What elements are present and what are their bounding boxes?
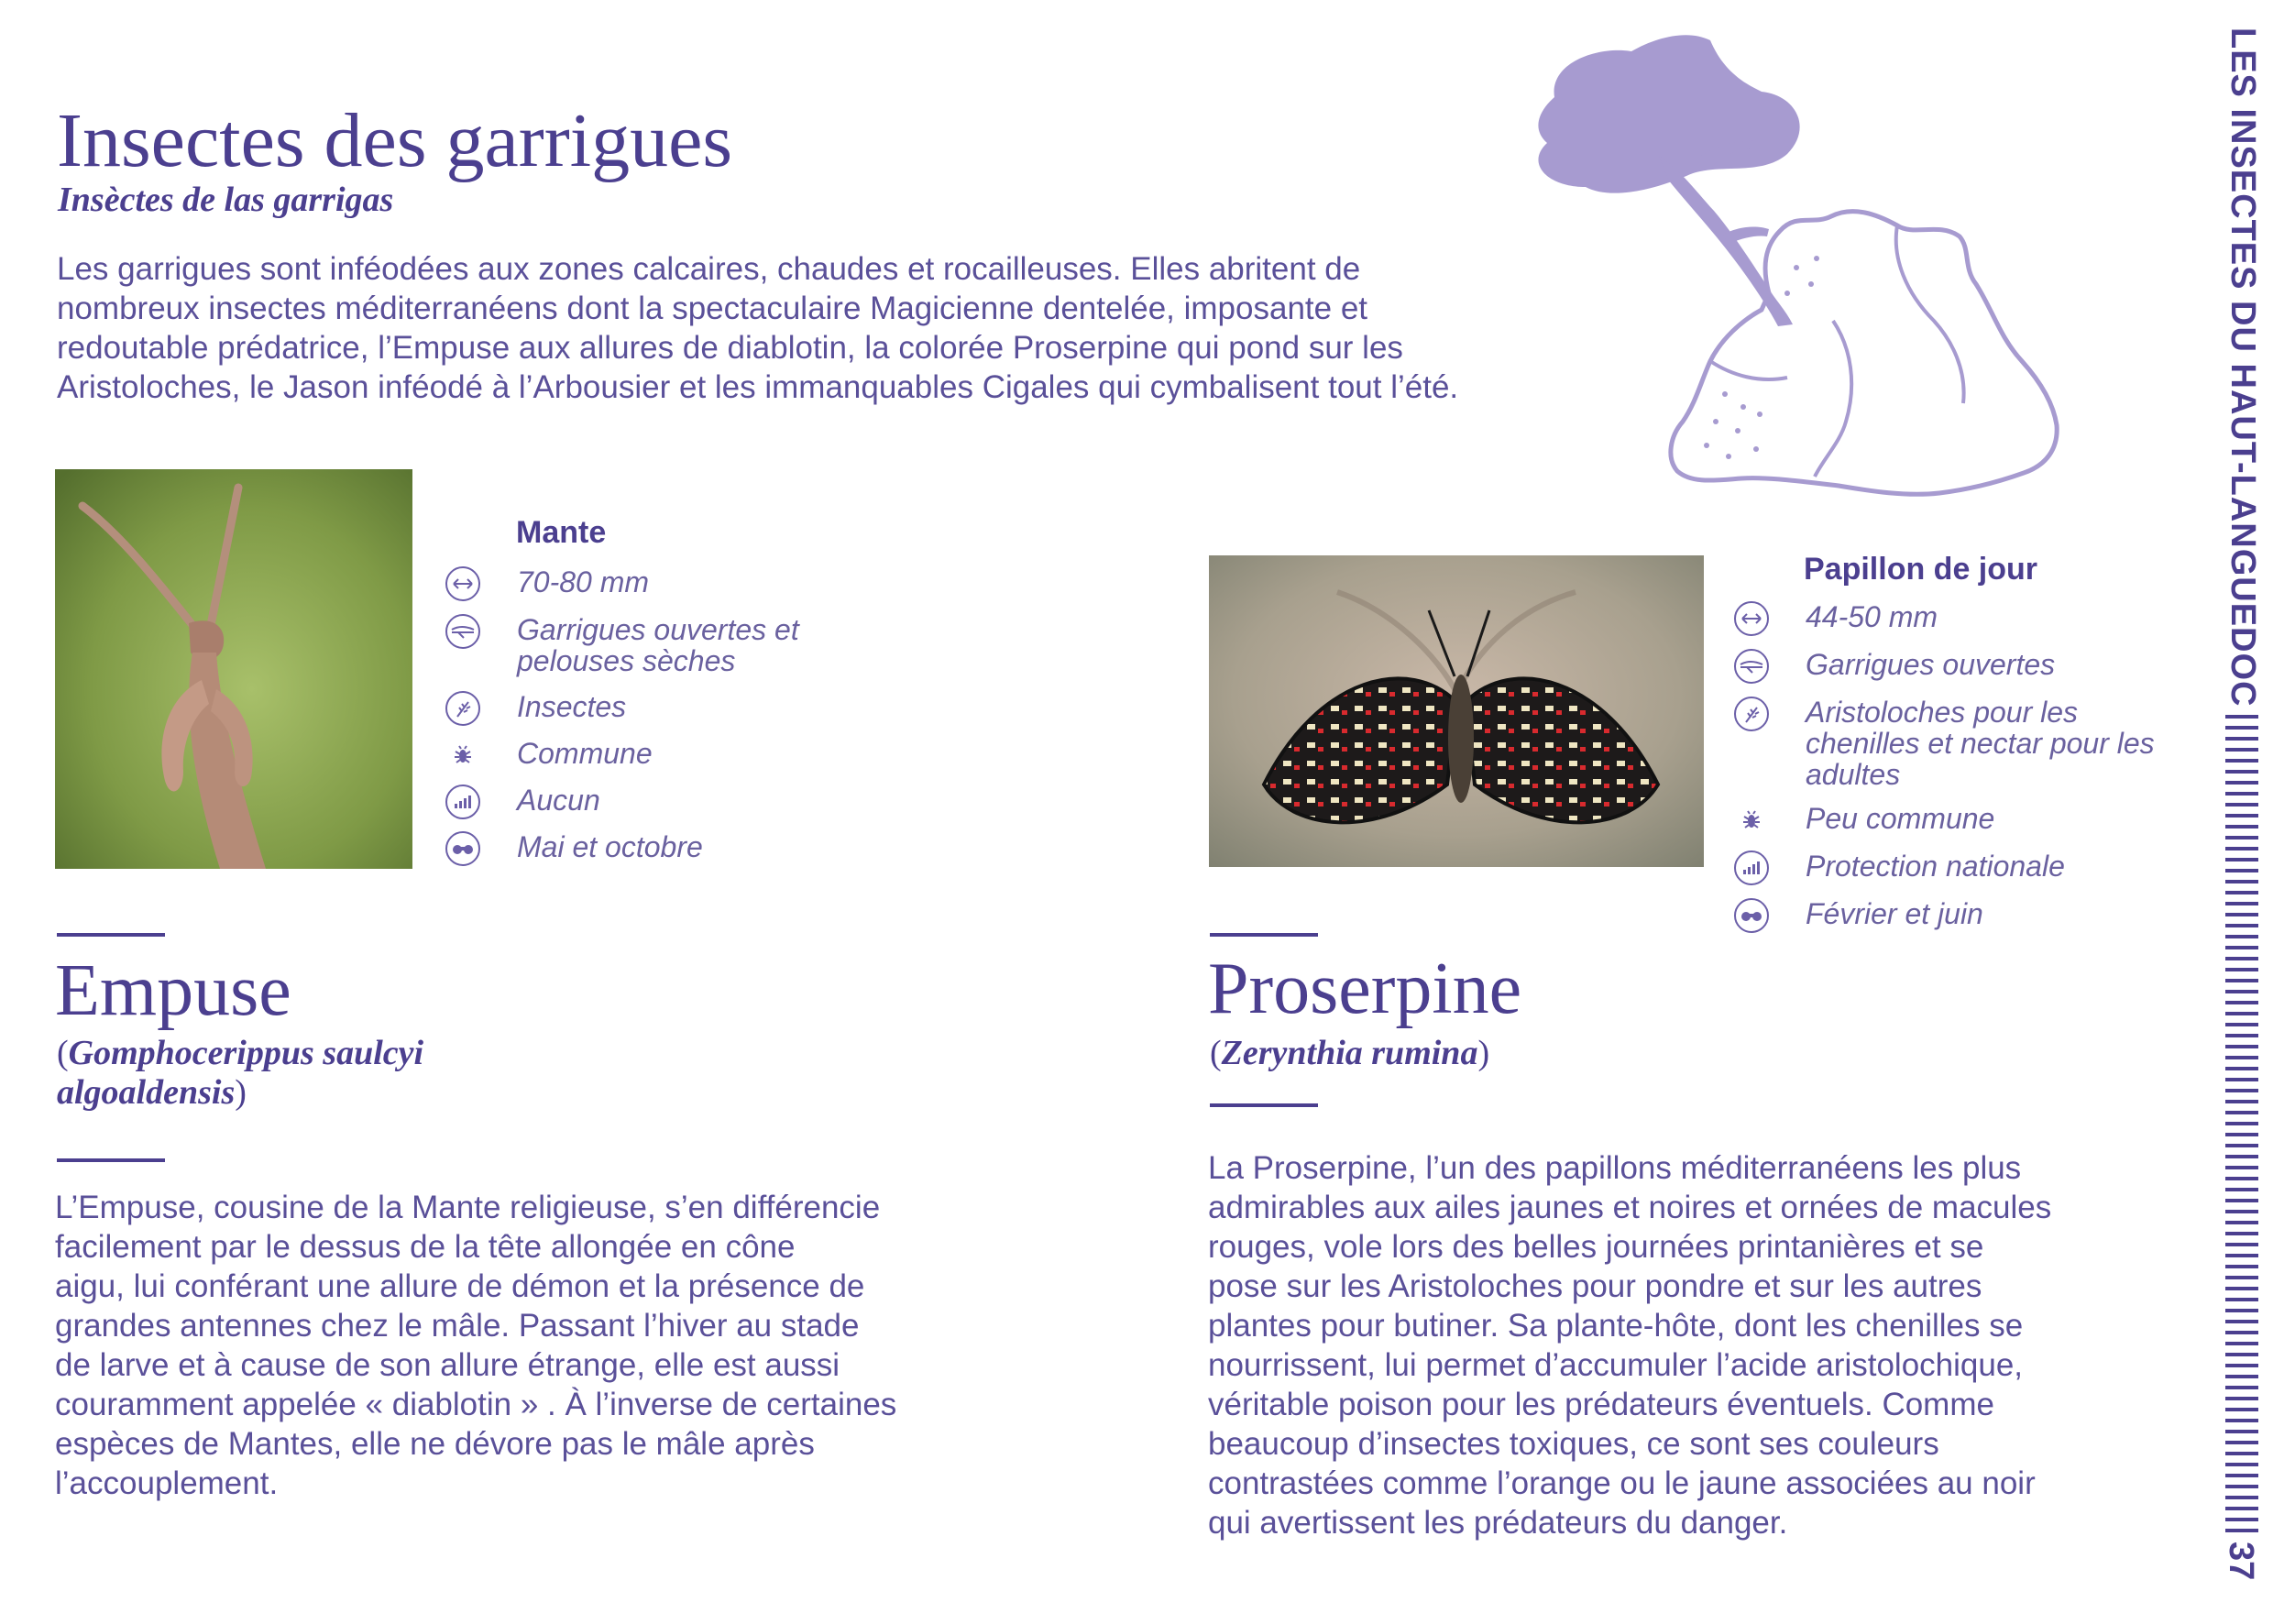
tick-mark — [2225, 924, 2258, 927]
tick-mark — [2225, 1023, 2258, 1026]
tick-mark — [2225, 814, 2258, 817]
tick-mark — [2225, 1430, 2258, 1433]
proserpine-line: rouges, vole lors des belles journées printanières et se — [1208, 1229, 1984, 1265]
intro-line: nombreux insectes méditerranéens dont la spectaculaire Magicienne dentelée, imposante et — [57, 291, 1368, 326]
tick-mark — [2225, 748, 2258, 752]
empuse-line: espèces de Mantes, elle ne dévore pas le mâle après — [55, 1426, 815, 1462]
tick-mark — [2225, 1265, 2258, 1268]
empuse-period: Mai et octobre — [517, 830, 703, 863]
tick-mark — [2225, 1287, 2258, 1290]
empuse-latin-text: Gomphocerippus saulcyi algoaldensis — [57, 1034, 424, 1112]
tick-mark — [2225, 1386, 2258, 1389]
tick-mark — [2225, 715, 2258, 719]
proserpine-period: Février et juin — [1806, 897, 1983, 930]
proserpine-food: Aristoloches pour les chenilles et nectar pour les adultes — [1806, 696, 2155, 791]
tick-mark — [2225, 759, 2258, 763]
tick-mark — [2225, 1364, 2258, 1367]
tick-mark — [2225, 957, 2258, 960]
tick-mark — [2225, 1221, 2258, 1224]
proserpine-bottom-rule — [1210, 1103, 1318, 1107]
tick-mark — [2225, 1210, 2258, 1213]
abundance-icon — [1734, 803, 1769, 838]
proserpine-protection: Protection nationale — [1806, 850, 2065, 883]
empuse-fact-size — [445, 566, 649, 601]
tick-mark — [2225, 902, 2258, 905]
empuse-fact-abundance — [445, 738, 653, 773]
proserpine-name: Proserpine — [1208, 949, 1522, 1029]
proserpine-description — [1208, 1148, 2051, 1542]
empuse-line: facilement par le dessus de la tête allongée en cône — [55, 1229, 796, 1265]
empuse-line: grandes antennes chez le mâle. Passant l’hiver au stade — [55, 1308, 860, 1344]
proserpine-line: beaucoup d’insectes toxiques, ce sont ses couleurs — [1208, 1426, 1939, 1462]
tick-mark — [2225, 1166, 2258, 1169]
tick-mark — [2225, 1122, 2258, 1125]
proserpine-line: La Proserpine, l’un des papillons méditerranéens les plus — [1208, 1150, 2022, 1186]
tick-mark — [2225, 1089, 2258, 1092]
tick-mark — [2225, 1309, 2258, 1312]
tick-mark — [2225, 1045, 2258, 1048]
intro-line: redoutable prédatrice, l’Empuse aux allures de diablotin, la colorée Proserpine qui pond sur les — [57, 330, 1403, 366]
tick-mark — [2225, 1199, 2258, 1202]
proserpine-fact-protection — [1734, 850, 2065, 885]
tick-mark — [2225, 825, 2258, 828]
tick-mark — [2225, 968, 2258, 971]
intro-paragraph — [57, 249, 1615, 407]
protection-icon — [445, 785, 480, 819]
tick-mark — [2225, 1100, 2258, 1103]
page-subtitle: Insèctes de las garrigas — [58, 181, 394, 219]
habitat-icon — [445, 614, 480, 649]
proserpine-photo — [1209, 555, 1704, 867]
tick-mark — [2225, 1507, 2258, 1510]
tick-mark — [2225, 935, 2258, 938]
empuse-photo — [55, 469, 412, 869]
tick-mark — [2225, 1298, 2258, 1301]
tick-mark — [2225, 803, 2258, 807]
food-icon — [1734, 697, 1769, 731]
tick-mark — [2225, 1155, 2258, 1158]
empuse-habitat: Garrigues ouvertes et pelouses sèches — [517, 613, 799, 677]
tick-mark — [2225, 1111, 2258, 1114]
tick-mark — [2225, 1496, 2258, 1499]
binoculars-icon — [445, 831, 480, 866]
proserpine-line: véritable poison pour les prédateurs éventuels. Comme — [1208, 1387, 1994, 1422]
empuse-fact-protection — [445, 785, 600, 819]
tick-mark — [2225, 781, 2258, 785]
proserpine-line: contrastées comme l’orange ou le jaune associées au noir — [1208, 1465, 2036, 1501]
proserpine-line: admirables aux ailes jaunes et noires et ornées de macules — [1208, 1190, 2052, 1225]
empuse-latin-name: (Gomphocerippus saulcyi algoaldensis) — [57, 1034, 424, 1112]
tick-mark — [2225, 1375, 2258, 1378]
empuse-line: L’Empuse, cousine de la Mante religieuse, s’en différencie — [55, 1190, 881, 1225]
tick-mark — [2225, 913, 2258, 916]
proserpine-fact-abundance — [1734, 803, 1994, 838]
tick-mark — [2225, 1056, 2258, 1059]
side-title-text: LES INSECTES DU HAUT-LANGUEDOC — [2224, 27, 2262, 708]
page-number — [2220, 1542, 2266, 1597]
size-arrows-icon — [445, 566, 480, 601]
intro-line: Les garrigues sont inféodées aux zones calcaires, chaudes et rocailleuses. Elles abritent de — [57, 251, 1361, 287]
empuse-line: couramment appelée « diablotin » . À l’inverse de certaines — [55, 1387, 897, 1422]
empuse-line: de larve et à cause de son allure étrange, elle est aussi — [55, 1347, 840, 1383]
empuse-line: aigu, lui conférant une allure de démon et la présence de — [55, 1268, 865, 1304]
tick-mark — [2225, 1485, 2258, 1488]
tick-mark — [2225, 1342, 2258, 1345]
tick-mark — [2225, 946, 2258, 949]
proserpine-latin-text: Zerynthia rumina — [1221, 1034, 1478, 1072]
tick-mark — [2225, 880, 2258, 883]
tick-mark — [2225, 858, 2258, 861]
proserpine-size: 44-50 mm — [1806, 600, 1938, 633]
empuse-name: Empuse — [55, 950, 291, 1031]
proserpine-latin-name: (Zerynthia rumina) — [1210, 1034, 1490, 1072]
empuse-fact-period — [445, 831, 703, 866]
tick-mark — [2225, 979, 2258, 982]
page-title: Insectes des garrigues — [57, 98, 733, 183]
empuse-top-rule — [57, 933, 165, 937]
empuse-bottom-rule — [57, 1158, 165, 1162]
tick-mark — [2225, 792, 2258, 796]
tick-mark — [2225, 836, 2258, 839]
page-number-text: 37 — [2222, 1542, 2260, 1581]
proserpine-fact-food — [1734, 697, 2181, 790]
empuse-line: l’accouplement. — [55, 1465, 279, 1501]
proserpine-fact-habitat — [1734, 649, 2055, 684]
tick-mark — [2225, 770, 2258, 774]
proserpine-line: plantes pour butiner. Sa plante-hôte, dont les chenilles se — [1208, 1308, 2024, 1344]
empuse-abundance: Commune — [517, 737, 653, 770]
empuse-protection: Aucun — [517, 784, 600, 817]
tick-mark — [2225, 1276, 2258, 1279]
food-icon — [445, 691, 480, 726]
empuse-fact-habitat — [445, 614, 829, 676]
tick-marks-decoration — [2225, 715, 2258, 1549]
abundance-icon — [445, 738, 480, 773]
tick-mark — [2225, 1518, 2258, 1521]
tick-mark — [2225, 1034, 2258, 1037]
tick-mark — [2225, 1078, 2258, 1081]
habitat-icon — [1734, 649, 1769, 684]
proserpine-fact-size — [1734, 601, 1938, 636]
size-arrows-icon — [1734, 601, 1769, 636]
tick-mark — [2225, 726, 2258, 730]
tick-mark — [2225, 1441, 2258, 1444]
empuse-food: Insectes — [517, 690, 627, 723]
proserpine-fact-period — [1734, 898, 1983, 933]
proserpine-line: qui avertissent les prédateurs du danger. — [1208, 1505, 1788, 1541]
proserpine-habitat: Garrigues ouvertes — [1806, 648, 2056, 681]
tick-mark — [2225, 1419, 2258, 1422]
tick-mark — [2225, 1474, 2258, 1477]
proserpine-abundance: Peu commune — [1806, 802, 1995, 835]
empuse-description — [55, 1188, 896, 1503]
tick-mark — [2225, 1452, 2258, 1455]
tick-mark — [2225, 1408, 2258, 1411]
proserpine-top-rule — [1210, 933, 1318, 937]
proserpine-line: nourrissent, lui permet d’accumuler l’acide aristolochique, — [1208, 1347, 2024, 1383]
tick-mark — [2225, 1012, 2258, 1015]
tree-rock-illustration — [1521, 18, 2145, 513]
tick-mark — [2225, 1001, 2258, 1004]
tick-mark — [2225, 1529, 2258, 1532]
empuse-category: Mante — [516, 515, 607, 550]
tick-mark — [2225, 1243, 2258, 1246]
protection-icon — [1734, 850, 1769, 885]
empuse-size: 70-80 mm — [517, 565, 650, 598]
binoculars-icon — [1734, 898, 1769, 933]
tick-mark — [2225, 1463, 2258, 1466]
tick-mark — [2225, 990, 2258, 993]
tick-mark — [2225, 1254, 2258, 1257]
tick-mark — [2225, 869, 2258, 872]
tick-mark — [2225, 1133, 2258, 1136]
tick-mark — [2225, 1067, 2258, 1070]
tick-mark — [2225, 1232, 2258, 1235]
tick-mark — [2225, 1397, 2258, 1400]
intro-line: Aristoloches, le Jason inféodé à l’Arbousier et les immanquables Cigales qui cymbalisent tout l’été. — [57, 369, 1459, 405]
proserpine-line: pose sur les Aristoloches pour pondre et sur les autres — [1208, 1268, 1982, 1304]
tick-mark — [2225, 1144, 2258, 1147]
tick-mark — [2225, 1177, 2258, 1180]
tick-mark — [2225, 891, 2258, 894]
tick-mark — [2225, 737, 2258, 741]
tick-mark — [2225, 1353, 2258, 1356]
tick-mark — [2225, 847, 2258, 850]
tick-mark — [2225, 1320, 2258, 1323]
tick-mark — [2225, 1331, 2258, 1334]
empuse-fact-food — [445, 691, 626, 726]
tick-mark — [2225, 1188, 2258, 1191]
proserpine-category: Papillon de jour — [1804, 552, 2038, 587]
